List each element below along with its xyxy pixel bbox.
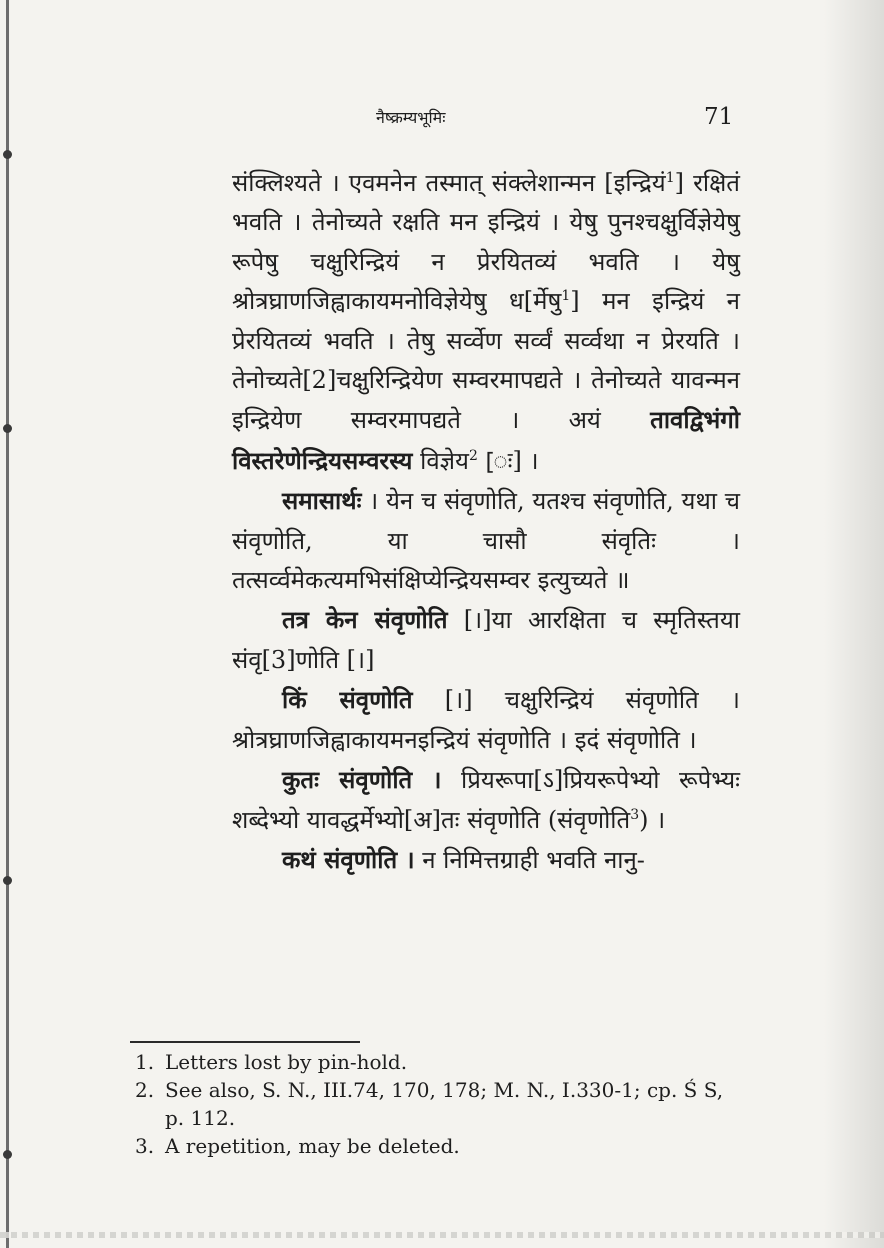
bold-term: कुतः संवृणोति । — [282, 765, 442, 795]
text-run: [।]या आरक्षिता च स्मृतिस्तया संवृ[3]णोति [।] — [232, 606, 740, 674]
footnotes — [135, 1048, 735, 1160]
footnote-number: 2. — [135, 1078, 155, 1102]
footnote-text: See also, S. N., III.74, 170, 178; M. N., I.330-1; cp. Ś S, p. 112. — [165, 1078, 724, 1130]
paragraph — [232, 481, 740, 600]
footnote — [135, 1132, 735, 1160]
footnote-text: A repetition, may be deleted. — [165, 1134, 460, 1158]
footnote — [135, 1076, 735, 1132]
paragraph — [232, 600, 740, 680]
bold-term: कथं संवृणोति । — [282, 844, 415, 874]
binding-hole — [3, 424, 12, 433]
footnote-marker: 2 — [468, 447, 478, 464]
text-run: [ः] । — [477, 446, 539, 475]
bold-term: समासार्थः — [282, 486, 362, 516]
text-run: [।] चक्षुरिन्द्रियं संवृणोति । श्रोत्रघ्राणजिह्वाकायमनइन्द्रियं संवृणोति । इदं संवृणोति । — [232, 686, 740, 754]
footnote-number: 3. — [135, 1134, 155, 1158]
page-binding-edge — [6, 0, 9, 1248]
text-run: ] मन इन्द्रियं न प्रेरयितव्यं भवति । तेषु सर्व्वेण सर्व्वं सर्व्वथा न प्रेरयति । तेनोच्यते[2]चक्षुरिन्द्रियेण सम्वरमापद्यते । तेनोच्यते यावन्मन इन्द्रियेण सम्वरमापद्यते । अयं — [232, 287, 740, 435]
paragraph — [232, 680, 740, 760]
paragraph — [232, 840, 740, 880]
binding-hole — [3, 150, 12, 159]
page-header — [0, 104, 884, 138]
binding-hole — [3, 1150, 12, 1159]
bold-term: तत्र केन संवृणोति — [282, 605, 448, 635]
page-number: 71 — [704, 104, 734, 130]
paragraph — [232, 164, 740, 481]
text-run: विज्ञेय — [412, 446, 469, 475]
footnote-number: 1. — [135, 1050, 155, 1074]
text-run: संक्लिश्यते । एवमनेन तस्मात् संक्लेशान्मन [इन्द्रियं — [232, 169, 666, 197]
text-run: प्रियरूपा[ऽ]प्रियरूपेभ्यो रूपेभ्यः शब्देभ्यो यावद्धर्मेभ्यो[अ]तः संवृणोति (संवृणोति — [232, 766, 740, 834]
bold-term: किं संवृणोति — [282, 685, 413, 715]
main-text — [232, 164, 740, 880]
paragraph — [232, 760, 740, 840]
running-title: नैष्क्रम्यभूमिः — [376, 108, 446, 127]
footnote — [135, 1048, 735, 1076]
bold-term: तावद्विभंगो विस्तरेणेन्द्रियसम्वरस्य — [232, 405, 740, 475]
text-run: न निमित्तग्राही भवति नानु- — [414, 845, 645, 874]
footnote-marker: 1 — [665, 170, 675, 186]
binding-hole — [3, 876, 12, 885]
footnote-text: Letters lost by pin-hold. — [165, 1050, 408, 1074]
text-run: ) । — [639, 805, 666, 834]
text-run: ] रक्षितं भवति । तेनोच्यते रक्षति मन इन्द्रियं । येषु पुनश्चक्षुर्विज्ञेयेषु रूपेषु चक्षुरिन्द्रियं न प्रेरयितव्यं भवति । येषु श्रोत्रघ्राणजिह्वाकायमनोविज्ञेयेषु ध[र्मेषु — [232, 169, 740, 316]
text-run: । येन च संवृणोति, यतश्च संवृणोति, यथा च संवृणोति, या चासौ संवृतिः । तत्सर्व्वमेकत्यमभिसंक्षिप्येन्द्रियसम्वर इत्युच्यते ॥ — [232, 487, 740, 595]
page-shadow — [824, 0, 884, 1248]
footnote-marker: 3 — [630, 806, 640, 823]
footnote-divider — [130, 1041, 360, 1043]
footnote-marker: 1 — [561, 288, 571, 305]
page-bottom-edge — [0, 1232, 884, 1238]
